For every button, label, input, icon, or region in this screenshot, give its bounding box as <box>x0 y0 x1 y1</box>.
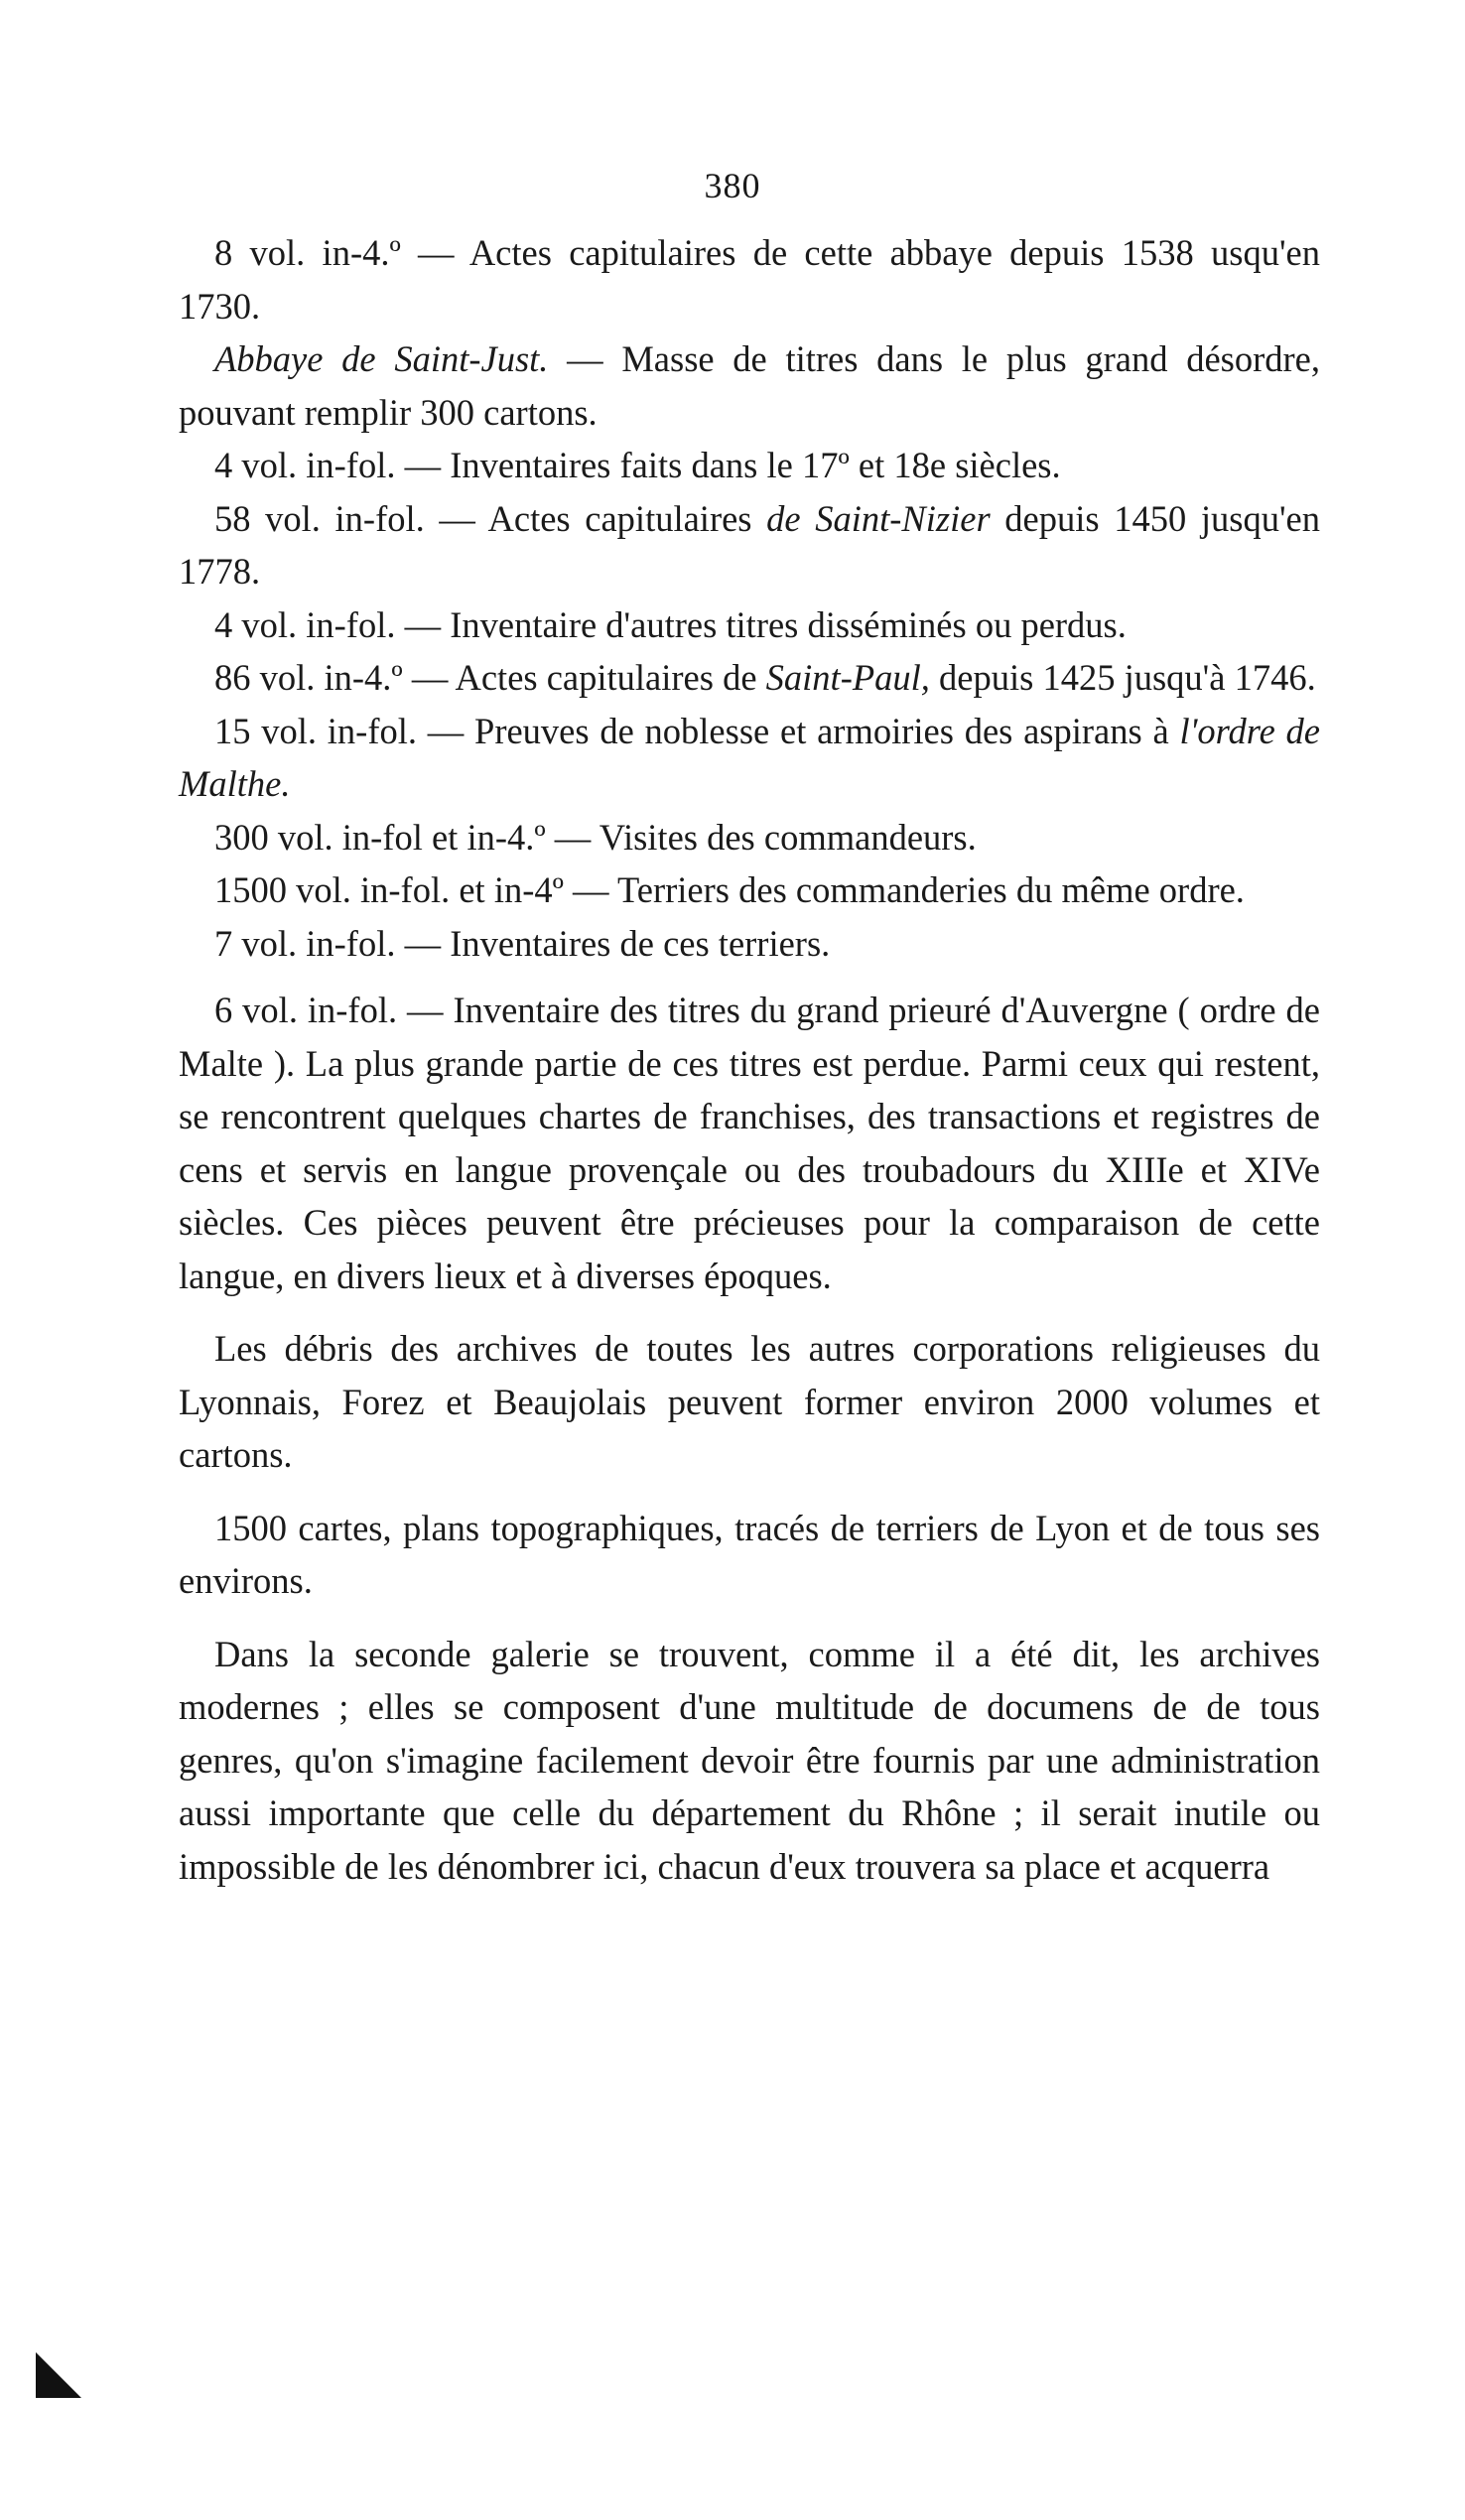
entry-4-text-before: Actes capitulaires <box>487 497 767 539</box>
entry-2-label: Abbaye de Saint-Just. <box>214 338 549 379</box>
entry-4-text-after: depuis 1450 jusqu'en 1778. <box>179 497 1320 592</box>
entry-1-text: Actes capitulaires de cette abbaye depuis 1538 usqu'en 1730. <box>179 232 1320 327</box>
page-body <box>179 226 1320 1893</box>
paragraph-corporations: Les débris des archives de toutes les autres corporations religieuses du Lyonnais, Forez et Beaujolais peuvent former environ 2000 volumes et cartons. <box>179 1328 1320 1475</box>
entry-11-text: Inventaire des titres du grand prieuré d'Auvergne ( ordre de Malte ). La plus grande partie de ces titres est perdue. Parmi ceux qui restent, se rencontrent quelques chartes de franchises, des transactions et registres de cens et servis en langue provençale ou des troubadours du XIIIe et XIVe siècles. Ces pièces peuvent être précieuses pour la comparaison de cette langue, en divers lieux et à diverses époques. <box>179 990 1320 1296</box>
entry-4 <box>179 492 1320 598</box>
page-number: 380 <box>704 166 761 205</box>
entry-2-text: — Masse de titres dans le plus grand désordre, pouvant remplir 300 cartons. <box>179 338 1320 433</box>
entry-7-italic: l'ordre de Malthe. <box>179 710 1320 804</box>
paragraph-modern-archives: Dans la seconde galerie se trouvent, comme il a été dit, les archives modernes ; elles se composent d'une multitude de documens de de tous genres, qu'on s'imagine facilement devoir être fournis par une administration aussi importante que celle du département du Rhône ; il serait inutile ou impossible de les dénombrer ici, chacun d'eux trouvera sa place et acquerra <box>179 1633 1320 1887</box>
entry-7-label: 15 vol. in-fol. — <box>214 710 475 751</box>
entry-8-text: Visites des commandeurs. <box>599 816 977 858</box>
entry-6-text-after: depuis 1425 jusqu'à 1746. <box>929 657 1316 698</box>
entry-2 <box>179 332 1320 439</box>
entry-8-label: 300 vol. in-fol et in-4.º — <box>214 816 599 858</box>
entry-9 <box>179 863 1320 917</box>
entry-3-text: Inventaires faits dans le 17º et 18e siècles. <box>450 445 1061 485</box>
entry-9-text: Terriers des commanderies du même ordre. <box>617 869 1245 910</box>
corner-triangle-icon <box>36 2352 81 2398</box>
entry-11-label: 6 vol. in-fol. — <box>214 990 454 1030</box>
entry-11 <box>179 984 1320 1302</box>
entry-5-text: Inventaire d'autres titres disséminés ou perdus. <box>450 603 1127 645</box>
entry-6-label: 86 vol. in-4.º — <box>214 657 456 698</box>
entry-6-text-before: Actes capitulaires de <box>455 657 766 698</box>
entry-6-italic: Saint-Paul, <box>765 657 930 698</box>
entry-10-text: Inventaires de ces terriers. <box>450 922 831 964</box>
entry-6 <box>179 651 1320 705</box>
entry-1-label: 8 vol. in-4.º — <box>214 232 469 273</box>
entry-10-label: 7 vol. in-fol. — <box>214 922 451 964</box>
entry-4-italic: de Saint-Nizier <box>766 497 991 539</box>
entry-3 <box>179 439 1320 492</box>
entry-5-label: 4 vol. in-fol. — <box>214 603 451 645</box>
entry-7 <box>179 705 1320 811</box>
entry-8 <box>179 811 1320 864</box>
paragraph-maps: 1500 cartes, plans topographiques, tracés de terriers de Lyon et de tous ses environs. <box>179 1507 1320 1601</box>
entry-1 <box>179 226 1320 332</box>
entry-10 <box>179 917 1320 971</box>
entry-3-label: 4 vol. in-fol. — <box>214 445 451 485</box>
entry-7-text-before: Preuves de noblesse et armoiries des aspirans à <box>474 710 1180 751</box>
entry-9-label: 1500 vol. in-fol. et in-4º — <box>214 869 618 910</box>
entry-4-label: 58 vol. in-fol. — <box>214 497 488 539</box>
entry-5 <box>179 598 1320 652</box>
